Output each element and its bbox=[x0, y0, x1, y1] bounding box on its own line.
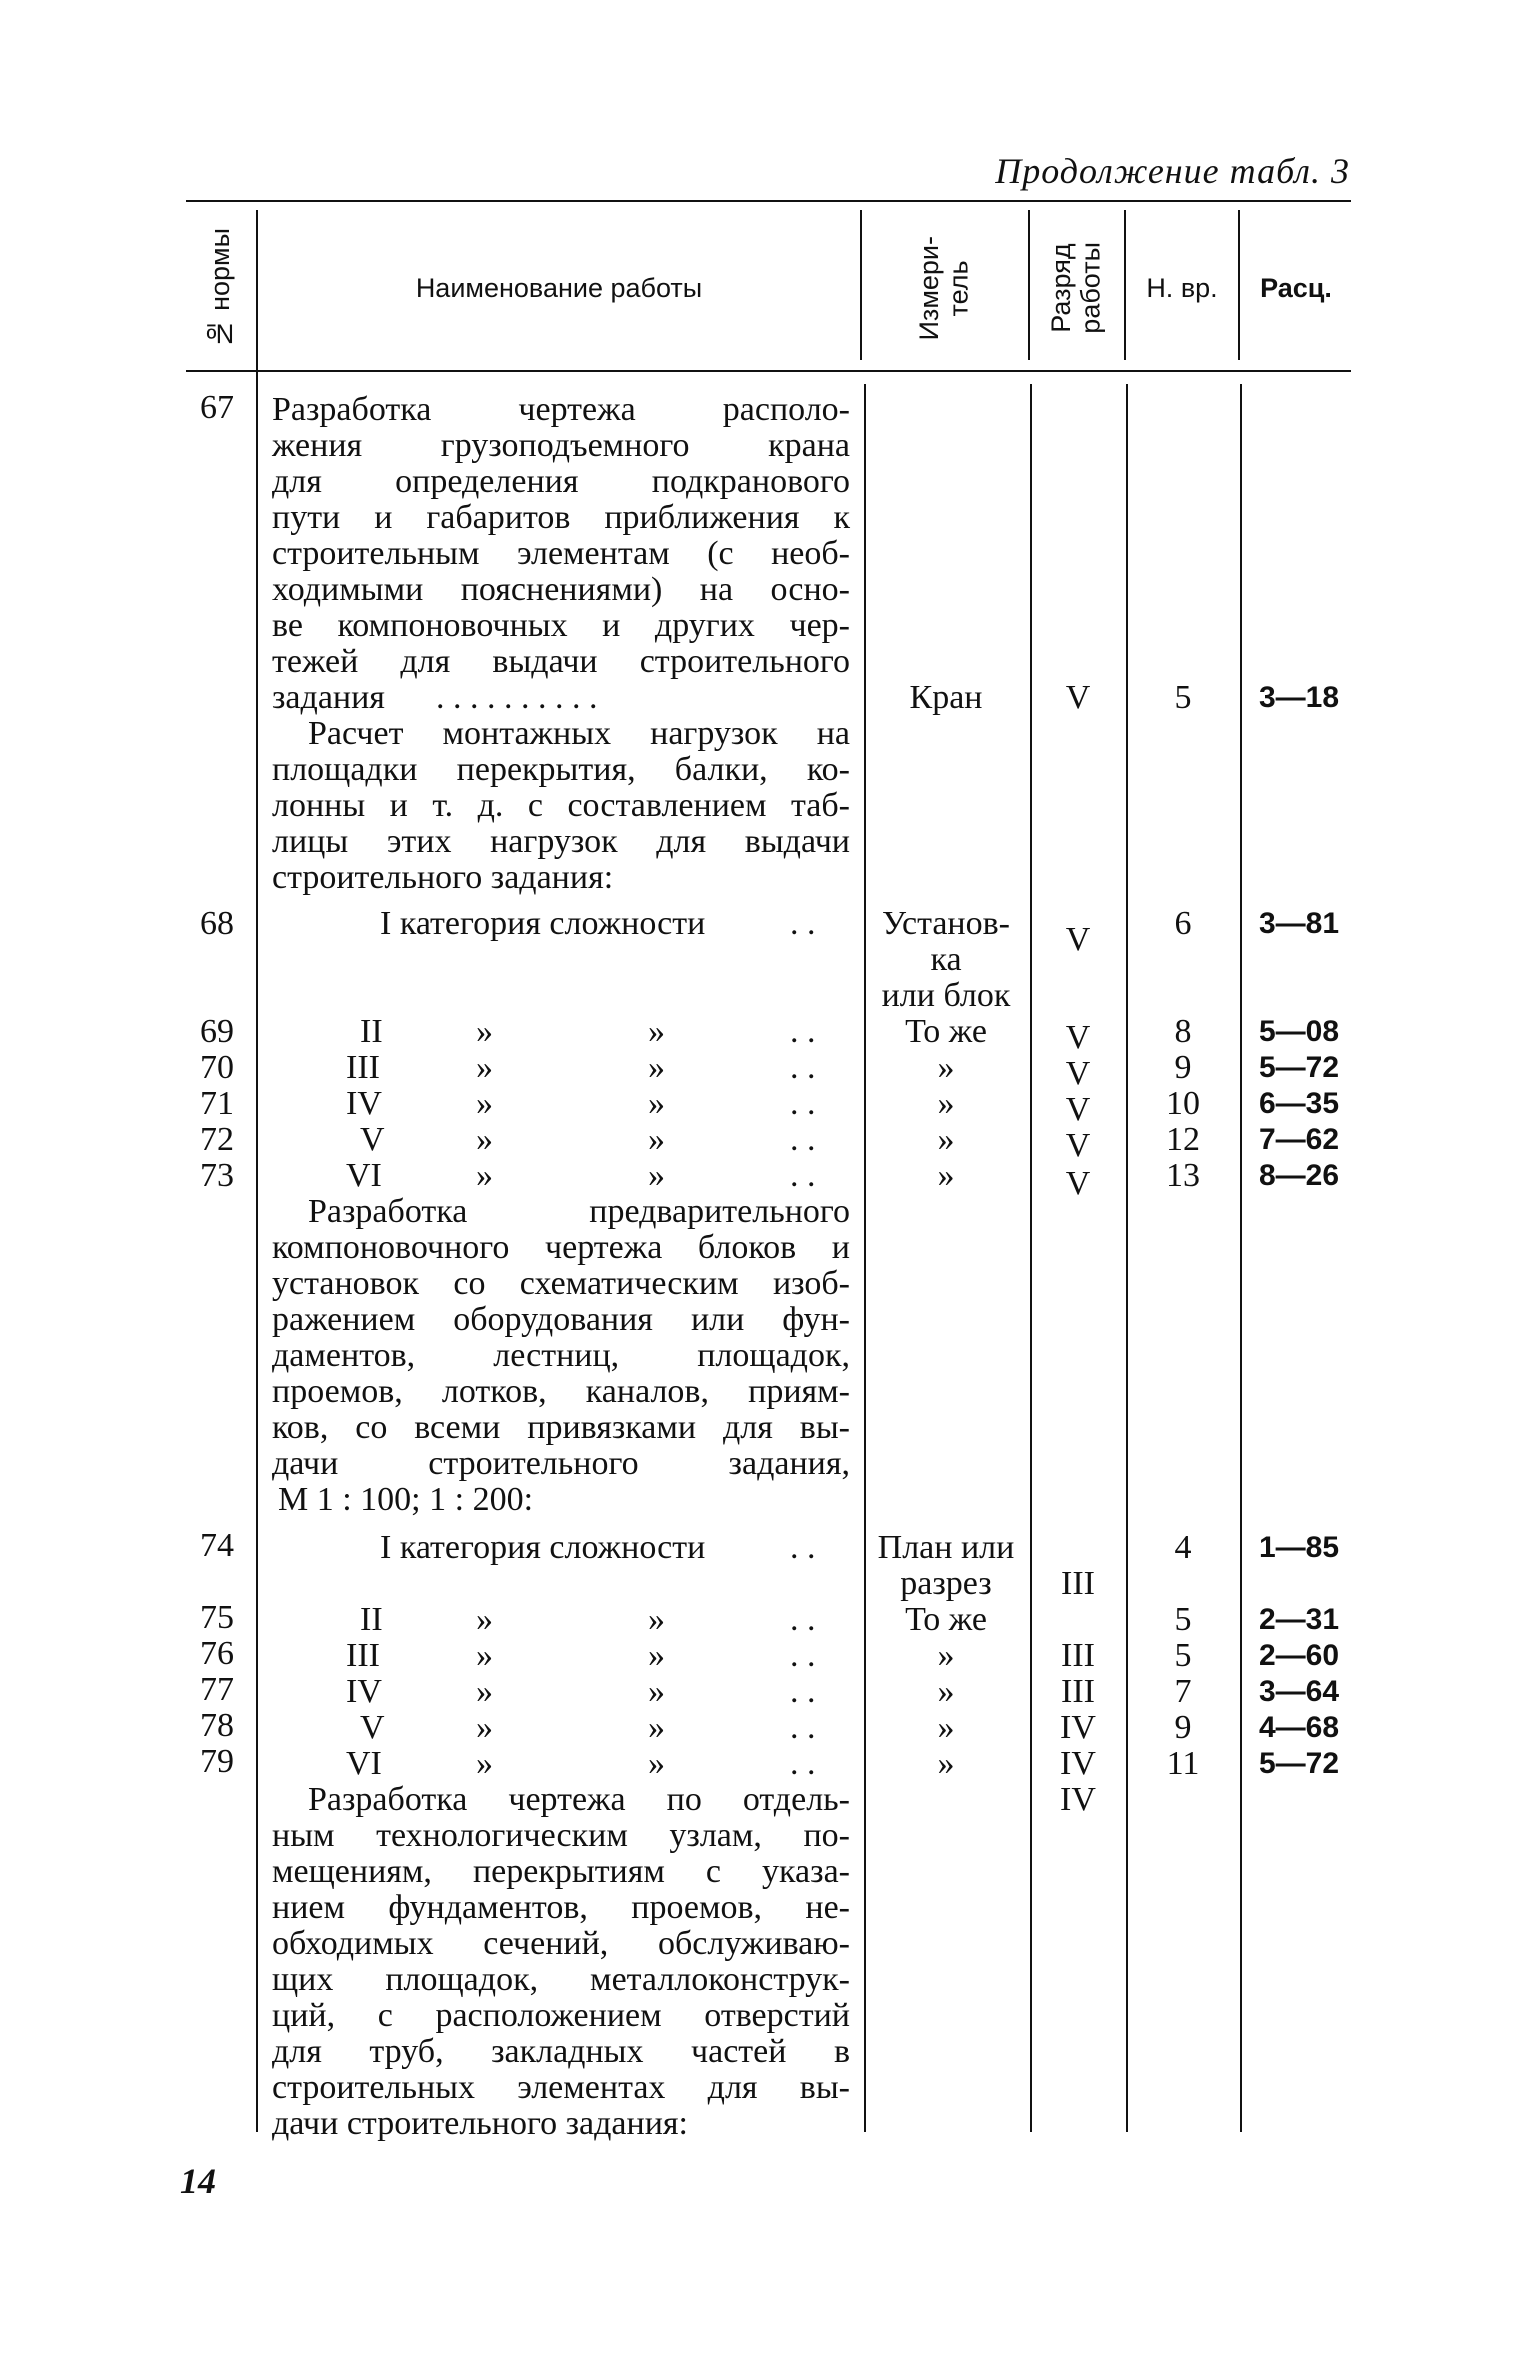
ditto-mark: » bbox=[648, 1157, 665, 1194]
leader-dots: . . bbox=[790, 1529, 816, 1566]
text-line: ве компоновочных и других чер- bbox=[272, 607, 850, 644]
ditto-mark: » bbox=[648, 1601, 665, 1638]
text-line: дачи строительного задания, bbox=[272, 1445, 850, 1482]
page-number: 14 bbox=[180, 2161, 216, 2201]
meter-value: » bbox=[937, 1673, 955, 1710]
meter-value: » bbox=[937, 1157, 955, 1194]
norm-number: 73 bbox=[200, 1157, 234, 1194]
column-header-label: Разряд работы bbox=[1046, 242, 1106, 334]
column-divider bbox=[1030, 384, 1032, 2132]
table-header-rule bbox=[186, 370, 1351, 372]
meter-value: ка bbox=[930, 941, 962, 978]
norm-number: 79 bbox=[200, 1743, 234, 1780]
text-line: тежей для выдачи строительного bbox=[272, 643, 850, 680]
leader-dots: . . bbox=[790, 1121, 816, 1158]
leader-dots: . . bbox=[790, 1637, 816, 1674]
price-value: 3—81 bbox=[1258, 907, 1340, 940]
text-line: обходимых сечений, обслуживаю- bbox=[272, 1925, 850, 1962]
meter-value: или блок bbox=[881, 977, 1011, 1014]
ditto-mark: » bbox=[476, 1709, 493, 1746]
ditto-mark: » bbox=[648, 1709, 665, 1746]
ditto-mark: » bbox=[648, 1745, 665, 1782]
ditto-mark: » bbox=[476, 1085, 493, 1122]
column-header-label: Н. вр. bbox=[1146, 272, 1218, 303]
grade-value: V bbox=[1065, 679, 1091, 716]
text-line: нием фундаментов, проемов, не- bbox=[272, 1889, 850, 1926]
hours-value: 10 bbox=[1166, 1085, 1200, 1122]
column-divider bbox=[1126, 384, 1128, 2132]
grade-value: V bbox=[1065, 1055, 1091, 1092]
text-line: строительных элементах для вы- bbox=[272, 2069, 850, 2106]
norm-number: 68 bbox=[200, 905, 234, 942]
text-line: щих площадок, металлоконструк- bbox=[272, 1961, 850, 1998]
meter-value: » bbox=[937, 1049, 955, 1086]
grade-value: V bbox=[1065, 1019, 1091, 1056]
leader-dots: . . bbox=[790, 1709, 816, 1746]
text-line: Разработка чертежа по отдель- bbox=[308, 1781, 850, 1818]
column-divider bbox=[256, 210, 258, 2132]
column-header-name bbox=[258, 212, 860, 364]
norm-number: 70 bbox=[200, 1049, 234, 1086]
column-header-hours bbox=[1126, 212, 1238, 364]
hours-value: 5 bbox=[1174, 1601, 1192, 1638]
text-line: Расчет монтажных нагрузок на bbox=[308, 715, 850, 752]
price-value: 4—68 bbox=[1258, 1711, 1340, 1744]
text-line: лицы этих нагрузок для выдачи bbox=[272, 823, 850, 860]
text-line: М 1 : 100; 1 : 200: bbox=[278, 1481, 534, 1518]
price-value: 8—26 bbox=[1258, 1159, 1340, 1192]
meter-value: » bbox=[937, 1637, 955, 1674]
norm-number: 74 bbox=[200, 1527, 234, 1564]
column-header-price bbox=[1240, 212, 1352, 364]
ditto-mark: » bbox=[476, 1673, 493, 1710]
column-header-label: Измери- тель bbox=[914, 235, 974, 341]
category-roman: V bbox=[360, 1121, 385, 1158]
page-header: Продолжение табл. 3 bbox=[995, 151, 1350, 191]
category-roman: IV bbox=[346, 1673, 382, 1710]
grade-value: IV bbox=[1060, 1709, 1096, 1746]
category-label: I категория сложности bbox=[380, 1529, 706, 1566]
leader-dots: . . bbox=[790, 1013, 816, 1050]
price-value: 2—31 bbox=[1258, 1603, 1340, 1636]
ditto-mark: » bbox=[476, 1049, 493, 1086]
ditto-mark: » bbox=[648, 1013, 665, 1050]
column-header-meter bbox=[862, 212, 1028, 364]
text-line: мещениям, перекрытиям с указа- bbox=[272, 1853, 850, 1890]
grade-value: V bbox=[1065, 1091, 1091, 1128]
grade-value: III bbox=[1061, 1637, 1095, 1674]
text-line: ков, со всеми привязками для вы- bbox=[272, 1409, 850, 1446]
meter-value: План или bbox=[877, 1529, 1015, 1566]
grade-value: V bbox=[1065, 1165, 1091, 1202]
category-roman: II bbox=[360, 1601, 383, 1638]
ditto-mark: » bbox=[648, 1121, 665, 1158]
text-line: Разработка предварительного bbox=[308, 1193, 850, 1230]
ditto-mark: » bbox=[476, 1601, 493, 1638]
text-line: строительного задания: bbox=[272, 859, 614, 896]
price-value: 7—62 bbox=[1258, 1123, 1340, 1156]
ditto-mark: » bbox=[476, 1637, 493, 1674]
grade-value: IV bbox=[1060, 1745, 1096, 1782]
norm-number: 67 bbox=[200, 389, 234, 426]
meter-value: » bbox=[937, 1745, 955, 1782]
hours-value: 11 bbox=[1166, 1745, 1200, 1782]
table-top-rule bbox=[186, 200, 1351, 202]
norm-number: 75 bbox=[200, 1599, 234, 1636]
text-line: ходимыми пояснениями) на осно- bbox=[272, 571, 850, 608]
text-line: лонны и т. д. с составлением таб- bbox=[272, 787, 850, 824]
text-line: компоновочного чертежа блоков и bbox=[272, 1229, 850, 1266]
price-value: 2—60 bbox=[1258, 1639, 1340, 1672]
meter-value: » bbox=[937, 1085, 955, 1122]
meter-value: разрез bbox=[900, 1565, 992, 1602]
hours-value: 12 bbox=[1166, 1121, 1200, 1158]
price-value: 6—35 bbox=[1258, 1087, 1340, 1120]
norm-number: 72 bbox=[200, 1121, 234, 1158]
ditto-mark: » bbox=[648, 1637, 665, 1674]
hours-value: 5 bbox=[1174, 1637, 1192, 1674]
ditto-mark: » bbox=[648, 1049, 665, 1086]
ditto-mark: » bbox=[648, 1085, 665, 1122]
meter-value: Кран bbox=[909, 679, 983, 716]
text-line: задания bbox=[272, 679, 385, 716]
meter-value: » bbox=[937, 1709, 955, 1746]
text-line: даментов, лестниц, площадок, bbox=[272, 1337, 850, 1374]
leader-dots: . . bbox=[790, 1673, 816, 1710]
grade-value: V bbox=[1065, 1127, 1091, 1164]
leader-dots: . . bbox=[790, 1601, 816, 1638]
category-roman: III bbox=[346, 1637, 380, 1674]
text-line: ражением оборудования или фун- bbox=[272, 1301, 850, 1338]
text-line: площадки перекрытия, балки, ко- bbox=[272, 751, 850, 788]
text-line: проемов, лотков, каналов, приям- bbox=[272, 1373, 850, 1410]
category-roman: V bbox=[360, 1709, 385, 1746]
leader-dots: . . bbox=[790, 1049, 816, 1086]
meter-value: То же bbox=[905, 1601, 987, 1638]
ditto-mark: » bbox=[476, 1745, 493, 1782]
leader-dots: . . . . . . . . . . bbox=[436, 679, 598, 716]
hours-value: 4 bbox=[1174, 1529, 1192, 1566]
column-header-label: Расц. bbox=[1260, 272, 1332, 303]
column-header-grade bbox=[1030, 212, 1124, 364]
meter-value: То же bbox=[905, 1013, 987, 1050]
norm-number: 76 bbox=[200, 1635, 234, 1672]
price-value: 3—64 bbox=[1258, 1675, 1340, 1708]
category-roman: IV bbox=[346, 1085, 382, 1122]
meter-value: Установ- bbox=[881, 905, 1010, 942]
norm-number: 71 bbox=[200, 1085, 234, 1122]
text-line: для труб, закладных частей в bbox=[272, 2033, 850, 2070]
grade-value: V bbox=[1065, 921, 1091, 958]
hours-value: 8 bbox=[1174, 1013, 1192, 1050]
leader-dots: . . bbox=[790, 1157, 816, 1194]
leader-dots: . . bbox=[790, 1085, 816, 1122]
column-divider bbox=[1240, 384, 1242, 2132]
hours-value: 13 bbox=[1166, 1157, 1200, 1194]
price-value: 5—72 bbox=[1258, 1051, 1340, 1084]
price-value: 1—85 bbox=[1258, 1531, 1340, 1564]
text-line: строительным элементам (с необ- bbox=[272, 535, 850, 572]
meter-value: » bbox=[937, 1121, 955, 1158]
text-line: ций, с расположением отверстий bbox=[272, 1997, 850, 2034]
text-line: жения грузоподъемного крана bbox=[272, 427, 850, 464]
leader-dots: . . bbox=[790, 905, 816, 942]
category-label: I категория сложности bbox=[380, 905, 706, 942]
text-line: для определения подкранового bbox=[272, 463, 850, 500]
category-roman: II bbox=[360, 1013, 383, 1050]
ditto-mark: » bbox=[476, 1013, 493, 1050]
grade-value: IV bbox=[1060, 1781, 1096, 1818]
hours-value: 9 bbox=[1174, 1709, 1192, 1746]
category-roman: VI bbox=[346, 1157, 382, 1194]
ditto-mark: » bbox=[476, 1157, 493, 1194]
text-line: установок со схематическим изоб- bbox=[272, 1265, 850, 1302]
hours-value: 6 bbox=[1174, 905, 1192, 942]
text-line: пути и габаритов приближения к bbox=[272, 499, 850, 536]
column-divider bbox=[864, 384, 866, 2132]
hours-value: 5 bbox=[1174, 679, 1192, 716]
norm-number: 69 bbox=[200, 1013, 234, 1050]
category-roman: III bbox=[346, 1049, 380, 1086]
grade-value: III bbox=[1061, 1565, 1095, 1602]
category-roman: VI bbox=[346, 1745, 382, 1782]
price-value: 5—08 bbox=[1258, 1015, 1340, 1048]
text-line: дачи строительного задания: bbox=[272, 2105, 688, 2142]
price-value: 3—18 bbox=[1258, 681, 1340, 714]
text-line: Разработка чертежа располо- bbox=[272, 391, 850, 428]
norm-number: 77 bbox=[200, 1671, 234, 1708]
ditto-mark: » bbox=[648, 1673, 665, 1710]
hours-value: 7 bbox=[1174, 1673, 1192, 1710]
hours-value: 9 bbox=[1174, 1049, 1192, 1086]
norm-number: 78 bbox=[200, 1707, 234, 1744]
text-line: ным технологическим узлам, по- bbox=[272, 1817, 850, 1854]
leader-dots: . . bbox=[790, 1745, 816, 1782]
price-value: 5—72 bbox=[1258, 1747, 1340, 1780]
ditto-mark: » bbox=[476, 1121, 493, 1158]
column-header-norm-no bbox=[186, 212, 256, 364]
column-header-label: № нормы bbox=[205, 227, 236, 349]
column-header-label: Наименование работы bbox=[415, 272, 703, 303]
grade-value: III bbox=[1061, 1673, 1095, 1710]
